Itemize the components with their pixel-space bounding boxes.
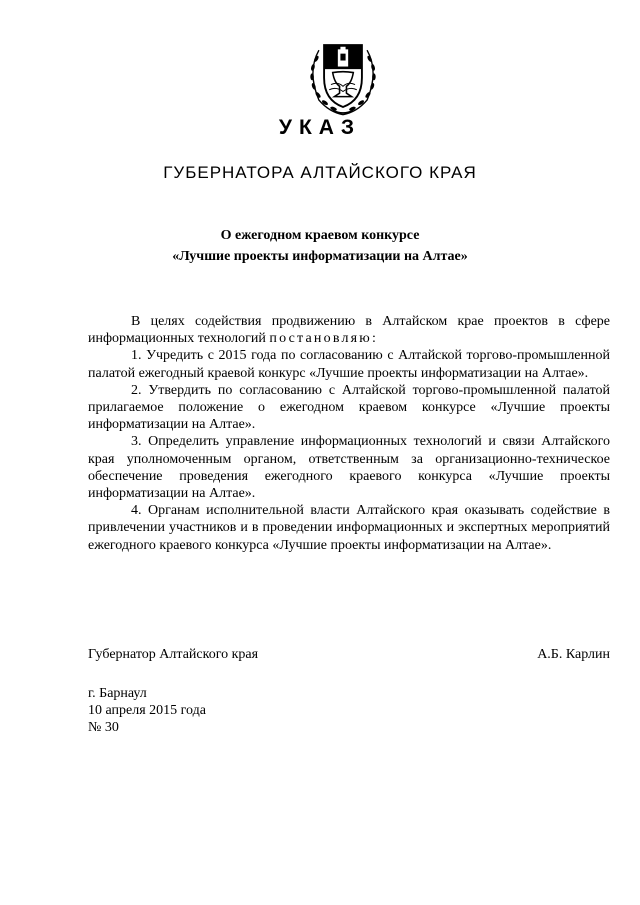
title-line-1: О ежегодном краевом конкурсе <box>220 228 420 243</box>
issue-date: 10 апреля 2015 года <box>88 703 206 719</box>
intro-colon: : <box>371 331 376 347</box>
altai-krai-coat-of-arms-icon <box>300 33 386 119</box>
issuer-heading: ГУБЕРНАТОРА АЛТАЙСКОГО КРАЯ <box>163 163 477 182</box>
issue-city: г. Барнаул <box>88 686 147 701</box>
decree-item-3: 3. Определить управление информационных технологий и связи Алтайского края уполномоченным органом, ответственным за организационно-техническое обеспечение проведения ежегодного краевого конкурса «Лучшие проекты информатизации на Алтае». <box>88 434 610 502</box>
intro-paragraph <box>88 313 610 347</box>
signatory-name: А.Б. Карлин <box>537 647 610 662</box>
decree-item-4: 4. Органам исполнительной власти Алтайского края оказывать содействие в привлечении участников и в проведении информационных и экспертных мероприятий ежегодного краевого конкурса «Лучшие проекты информатизации на Алтае». <box>88 503 610 553</box>
decree-item-1: 1. Учредить с 2015 года по согласованию с Алтайской торгово-промышленной палатой ежегодный краевой конкурс «Лучшие проекты информатизации на Алтае». <box>88 348 610 381</box>
intro-keyword: постановляю <box>269 331 372 347</box>
intro-text: В целях содействия продвижению в Алтайском крае проектов в сфере информационных технологий <box>88 314 610 347</box>
signatory-title: Губернатор Алтайского края <box>88 647 259 662</box>
decree-body <box>88 313 610 554</box>
decree-item-2: 2. Утвердить по согласованию с Алтайской торгово-промышленной палатой прилагаемое положение о ежегодном краевом конкурсе «Лучшие проекты информатизации на Алтае». <box>88 382 610 433</box>
document-type: УКАЗ <box>278 116 362 139</box>
title-line-2: «Лучшие проекты информатизации на Алтае» <box>172 249 468 264</box>
issue-details <box>88 685 206 737</box>
document-title <box>0 225 640 267</box>
decree-number: № 30 <box>88 720 119 736</box>
